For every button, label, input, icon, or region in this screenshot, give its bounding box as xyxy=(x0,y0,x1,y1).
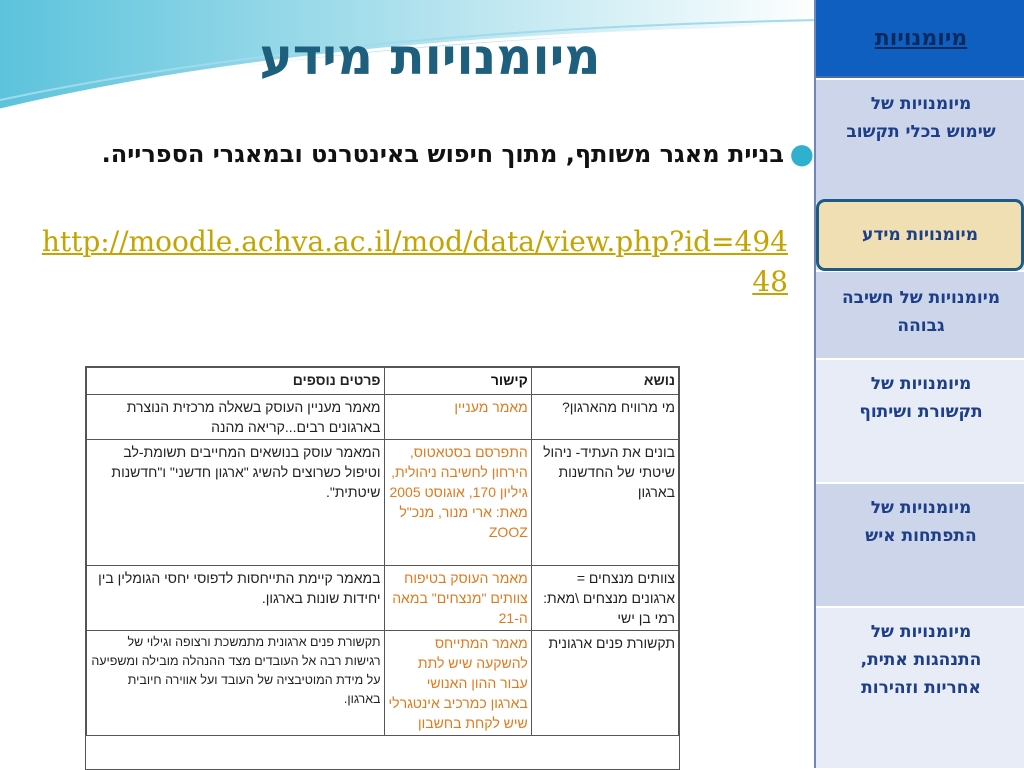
resource-table xyxy=(86,367,679,736)
sidebar xyxy=(814,0,1024,768)
resource-table-image xyxy=(85,366,680,770)
sidebar-item-communication[interactable] xyxy=(816,358,1024,482)
sidebar-item-info-skills-active[interactable] xyxy=(816,199,1024,271)
header-details: פרטים נוספים xyxy=(87,368,385,395)
sidebar-item-tech-tools[interactable] xyxy=(816,78,1024,202)
sidebar-item-label: מיומנויות של התנהגות אתית, אחריות וזהירות xyxy=(860,622,982,698)
bullet-point xyxy=(84,132,814,176)
cell-link[interactable]: התפרסם בסטאטוס, הירחון לחשיבה ניהולית, גיליון 170, אוגוסט 2005 מאת: ארי מנור, מנכ"ל ZOOZ xyxy=(384,440,531,566)
sidebar-item-label: מיומנויות מידע xyxy=(862,225,978,245)
cell-subject: תקשורת פנים ארגונית xyxy=(531,631,678,736)
sidebar-item-label: מיומנויות של שימוש בכלי תקשוב xyxy=(846,94,996,142)
sidebar-item-development[interactable] xyxy=(816,482,1024,606)
cell-subject: בונים את העתיד- ניהול שיטתי של החדשנות בארגון xyxy=(531,440,678,566)
slide-title: מיומנויות מידע xyxy=(259,28,601,86)
sidebar-item-ethics[interactable] xyxy=(816,606,1024,768)
header-link: קישור xyxy=(384,368,531,395)
sidebar-header-label: מיומנויות xyxy=(874,25,968,51)
sidebar-item-label: מיומנויות של תקשורת ושיתוף xyxy=(859,374,983,422)
moodle-link-container xyxy=(28,222,788,302)
cell-details: במאמר קיימת התייחסות לדפוסי יחסי הגומלין בין יחידות שונות בארגון. xyxy=(87,566,385,631)
cell-link[interactable]: מאמר המתייחס להשקעה שיש לתת עבור ההון האנושי בארגון כמרכיב אינטגרלי שיש לקחת בחשבון xyxy=(384,631,531,736)
sidebar-header[interactable] xyxy=(816,0,1024,78)
cell-details: המאמר עוסק בנושאים המחייבים תשומת-לב וטיפול כשרוצים להשיג "ארגון חדשני" ו"חדשנות שיטתית". xyxy=(87,440,385,566)
sidebar-item-higher-thinking[interactable] xyxy=(816,270,1024,358)
table-row xyxy=(87,566,679,631)
table-row xyxy=(87,395,679,440)
sidebar-item-label: מיומנויות של התפתחות איש xyxy=(865,498,977,546)
table-row xyxy=(87,631,679,736)
cell-link[interactable]: מאמר העוסק בטיפוח צוותים "מנצחים" במאה ה-21 xyxy=(384,566,531,631)
header-subject: נושא xyxy=(531,368,678,395)
table-header-row xyxy=(87,368,679,395)
cell-subject: מי מרוויח מהארגון? xyxy=(531,395,678,440)
bullet-dot-icon: ● xyxy=(789,137,814,170)
cell-link[interactable]: מאמר מעניין xyxy=(384,395,531,440)
sidebar-item-label: מיומנויות של חשיבה גבוהה xyxy=(841,288,1001,336)
table-row xyxy=(87,440,679,566)
cell-details: מאמר מעניין העוסק בשאלה מרכזית הנוצרת בארגונים רבים...קריאה מהנה xyxy=(87,395,385,440)
bullet-text: בניית מאגר משותף, מתוך חיפוש באינטרנט ובמאגרי הספרייה. xyxy=(101,140,784,168)
cell-subject: צוותים מנצחים = ארגונים מנצחים \מאת: רמי בן ישי xyxy=(531,566,678,631)
moodle-link[interactable]: http://moodle.achva.ac.il/mod/data/view.php?id=49448 xyxy=(41,225,788,298)
cell-details: תקשורת פנים ארגונית מתמשכת ורצופה וגילוי של רגישות רבה אל העובדים מצד ההנהלה מובילה ומשפיעה על מידת המוטיבציה של העובד ועל אווירה חיובית בארגון. xyxy=(87,631,385,736)
